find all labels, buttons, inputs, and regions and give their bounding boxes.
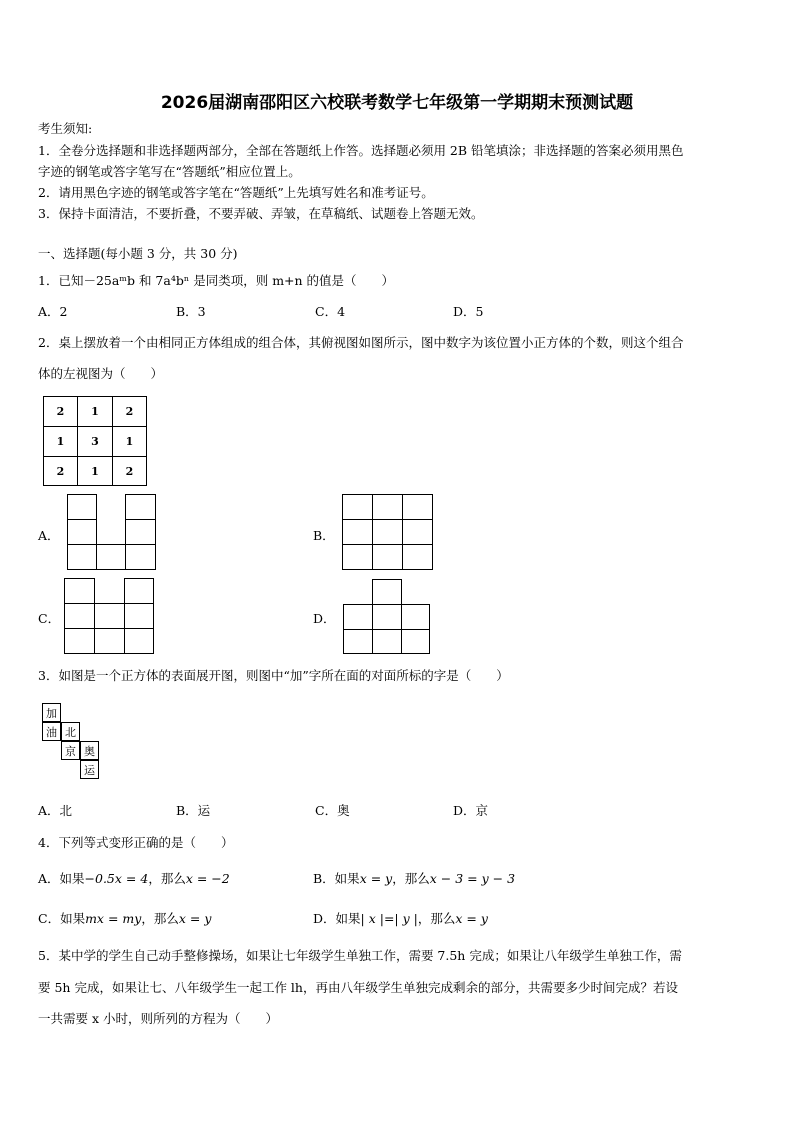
q5-line-3: 一共需要 x 小时，则所列的方程为（ ） bbox=[38, 1011, 278, 1026]
net-cell: 京 bbox=[61, 741, 80, 760]
grid-cell: 2 bbox=[43, 456, 78, 486]
q4-b-then: ，那么 bbox=[392, 871, 430, 886]
q4-b-condition: x = y bbox=[359, 871, 393, 886]
grid-cell: 2 bbox=[112, 456, 147, 486]
q4-c-result: x = y bbox=[178, 911, 212, 926]
q1-option-c: C．4 bbox=[315, 304, 346, 319]
q2-stem-line-2: 体的左视图为（ ） bbox=[38, 366, 164, 381]
grid-cell: 1 bbox=[43, 426, 78, 457]
grid-cell: 1 bbox=[112, 426, 147, 457]
net-cell: 油 bbox=[42, 722, 61, 741]
q1-option-b: B．3 bbox=[176, 304, 206, 319]
q4-d-then: ，那么 bbox=[417, 911, 456, 926]
q4-a-then: ，那么 bbox=[148, 871, 186, 886]
page-title: 2026届湖南邵阳区六校联考数学七年级第一学期期末预测试题 bbox=[160, 93, 634, 113]
section-heading: 一、选择题(每小题 3 分，共 30 分) bbox=[38, 246, 238, 261]
q2-option-c-figure bbox=[64, 578, 154, 654]
q5-line-1: 5．某中学的学生自己动手整修操场，如果让七年级学生单独工作，需要 7.5h 完成；如果让八年级学生单独工作，需 bbox=[38, 948, 682, 963]
q2-option-a-label: A． bbox=[38, 528, 60, 543]
q4-option-a bbox=[38, 869, 230, 887]
notice-line-1b: 字迹的钢笔或答字笔写在“答题纸”相应位置上。 bbox=[38, 164, 301, 179]
q4-a-condition: −0.5x = 4 bbox=[84, 871, 149, 886]
grid-cell: 2 bbox=[112, 396, 147, 427]
q1-option-a: A．2 bbox=[38, 304, 68, 319]
notice-heading: 考生须知: bbox=[38, 121, 93, 136]
q4-a-result: x = −2 bbox=[185, 871, 230, 886]
q2-option-c-label: C． bbox=[38, 611, 61, 626]
q2-top-view-grid bbox=[43, 396, 147, 486]
q4-d-condition: | x |=| y | bbox=[360, 911, 418, 926]
q3-option-c: C．奥 bbox=[315, 803, 350, 818]
q3-option-d: D．京 bbox=[453, 803, 489, 818]
net-cell: 北 bbox=[61, 722, 80, 741]
grid-cell: 2 bbox=[43, 396, 78, 427]
notice-line-1: 1．全卷分选择题和非选择题两部分，全部在答题纸上作答。选择题必须用 2B 铅笔填涂；非选择题的答案必须用黑色 bbox=[38, 143, 684, 158]
q4-option-b bbox=[313, 869, 515, 887]
q2-option-d-figure bbox=[343, 579, 430, 654]
net-cell: 奥 bbox=[80, 741, 99, 760]
net-cell: 加 bbox=[42, 703, 61, 722]
q4-c-prefix: C．如果 bbox=[38, 911, 86, 926]
q1-stem: 1．已知－25aᵐb 和 7a⁴bⁿ 是同类项，则 m+n 的值是（ ） bbox=[38, 273, 395, 288]
notice-line-3: 3．保持卡面清洁，不要折叠，不要弄破、弄皱，在草稿纸、试题卷上答题无效。 bbox=[38, 206, 484, 221]
q2-option-b-label: B． bbox=[313, 528, 335, 543]
q1-option-d: D．5 bbox=[453, 304, 484, 319]
q3-cube-net bbox=[42, 703, 102, 781]
grid-cell: 1 bbox=[77, 456, 113, 486]
net-cell: 运 bbox=[80, 760, 99, 779]
q4-c-then: ，那么 bbox=[141, 911, 179, 926]
q2-option-b-figure bbox=[342, 494, 433, 570]
q2-option-d-label: D． bbox=[313, 611, 336, 626]
q4-a-prefix: A．如果 bbox=[38, 871, 85, 886]
q4-d-result: x = y bbox=[455, 911, 488, 926]
q2-option-a-figure bbox=[67, 494, 156, 570]
notice-line-2: 2．请用黑色字迹的钢笔或答字笔在“答题纸”上先填写姓名和准考证号。 bbox=[38, 185, 434, 200]
q5-line-2: 要 5h 完成，如果让七、八年级学生一起工作 lh，再由八年级学生单独完成剩余的部分，共需要多少时间完成？若设 bbox=[38, 980, 678, 995]
q2-stem-line-1: 2．桌上摆放着一个由相同正方体组成的组合体，其俯视图如图所示，图中数字为该位置小正方体的个数，则这个组合 bbox=[38, 335, 684, 350]
grid-cell: 1 bbox=[77, 396, 113, 427]
q3-stem: 3．如图是一个正方体的表面展开图，则图中“加”字所在面的对面所标的字是（ ） bbox=[38, 668, 509, 683]
q3-option-b: B．运 bbox=[176, 803, 211, 818]
q4-b-result: x − 3 = y − 3 bbox=[429, 871, 516, 886]
q4-option-d bbox=[313, 909, 488, 927]
q3-option-a: A．北 bbox=[38, 803, 73, 818]
q4-c-condition: mx = my bbox=[85, 911, 142, 926]
q4-b-prefix: B．如果 bbox=[313, 871, 360, 886]
q4-option-c bbox=[38, 909, 211, 927]
q4-d-prefix: D．如果 bbox=[313, 911, 361, 926]
grid-cell: 3 bbox=[77, 426, 113, 457]
q4-stem: 4．下列等式变形正确的是（ ） bbox=[38, 835, 234, 850]
